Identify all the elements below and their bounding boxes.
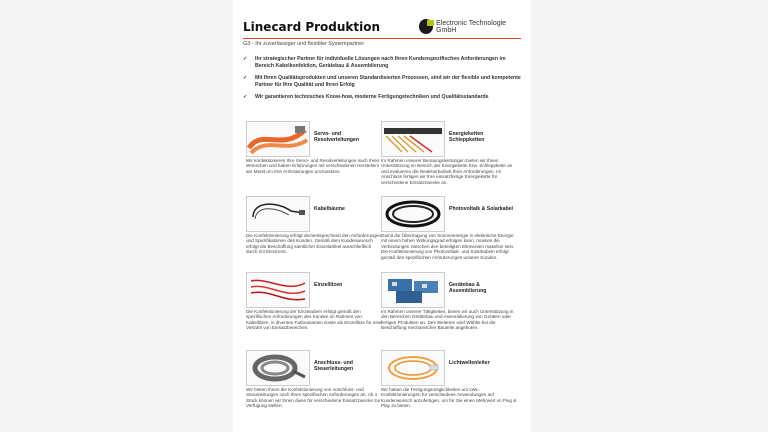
page-title: Linecard Produktion <box>243 20 381 34</box>
company-logo <box>419 19 523 34</box>
bullet-list <box>243 56 523 107</box>
company-name: Electronic Technologie GmbH <box>436 19 507 34</box>
check-icon: ✓ <box>243 94 248 100</box>
orange-cable-image <box>246 121 310 157</box>
drag-chain-image <box>381 121 445 157</box>
check-icon: ✓ <box>243 75 248 81</box>
red-wires-image <box>246 272 310 308</box>
circuit-boards-image <box>381 272 445 308</box>
header-divider <box>243 38 521 39</box>
bullet-item: ✓ Wir garantieren technisches Know-how, moderne Fertigungstechniken und Qualitätsstandards <box>243 94 489 100</box>
subtitle: G3 - Ihr zuverlässiger und flexibler Systempartner <box>243 41 365 47</box>
g3-logo-icon <box>419 19 433 34</box>
header <box>243 20 523 34</box>
cable-harness-image <box>246 196 310 232</box>
bullet-item: ✓ Mit Ihren Qualitätsprodukten und unseren Standardisierten Prozessen, sind wir der flexible und kompetente Partner für Ihre Qualität und Ihren Erfolg <box>243 75 521 88</box>
solar-cable-image <box>381 196 445 232</box>
grey-cable-image <box>246 350 310 386</box>
linecard-page: Linecard Produktion Electronic Technologie GmbH G3 - Ihr zuverlässiger und flexibler Systempartner ✓ Ihr strategischer Partner für individuelle Lösungen nach Ihren Kundenspezifischen Anforderungen im Bereich Kabelkonfektion, Gerätebau & Assemblierung ✓ Mit Ihren Qualitätsprodukten und unseren Standardisierten Prozessen, sind wir der flexible und kompetente Partner für Ihre Qualität und Ihren Erfolg ✓ Wir garantieren technisches Know-how, moderne Fertigungstechniken und Qualitätsstandards Servo- und Resolverleitungen Wir konfektionieren Ihre Servo- und Resolverleitungen nach Ihren Wünschen und haben Erfahrungen mit verschiedenen Herstellern am Markt um Ihre Anforderungen umzusetzen. Energieketten Schleppketten Im Rahmen unserer Beratungsleistungen bieten wir Ihnen Unterstützung im Bereich der Energiekette bzw. Schleppkette an und evaluieren die Realisierbarkeit Ihrer Anforderungen. Im Anschluss fertigen wir Ihre einsatzfertige Energiekette für verschiedene Einsatzzwecke an. Kabelbäume Die Konfektionierung erfolgt dementsprechend den Anforderungen und Spezifikationen des Kunden. Gemäß dem Kundenwunsch erfolgt die Beschaffung sämtlicher Einzelartikel ausschließlich durch G3 Electronic. Photovoltaik & Solarkabel Damit die Übertragung von Sonnenenergie in elektrische Energie mit einem hohen Wirkungsgrad erfolgen kann, müssen die Verbindungen zwischen den beteiligten Elementen makellos sein. Die Konfektionierung von Photovoltaik- und Solarkabeln erfolgt gemäß den spezifischen Anforderungen unserer Kunden. Einzellitzen Die Konfektionierung der Einzeladern erfolgt gemäß den spezifischen Anforderungen des Kunden im Rahmen von Kabellitzen, in diversen Farbvarianten sowie als Einzellitze für eine Vielzahl von Einsatzbereichen. Gerätebau & Assemblierung Im Rahmen unserer Tätigkeiten, bieten wir auch Unterstützung in den Bereichen Gerätebau und Assemblierung von Geräten oder fertigen Produkten an. Des Weiteren wird Wählte bei der Beschaffung mechanischer Bauteile angeboten. Anschluss- und Steuerleitungen Wir bieten Ihnen die Konfektionierung von Anschluss- und Steuerleitungen nach Ihren spezifischen Anforderungen an. Ab 1 Stück können wir Ihnen diese für verschiedene Einsatzzwecke zur Verfügung stellen. Lichtwellenleiter Wir haben die Fertigungsmöglichkeiten um LWL-Konfektionierungen für verschiedene Anwendungen auf Kundenwunsch anzufertigen, um für Sie einen Mehrwert im Plug & Play zu bieten. <box>233 0 531 432</box>
bullet-item: ✓ Ihr strategischer Partner für individuelle Lösungen nach Ihren Kundenspezifischen Anforderungen im Bereich Kabelkonfektion, Gerätebau & Assemblierung <box>243 56 506 69</box>
fiber-optic-image <box>381 350 445 386</box>
check-icon: ✓ <box>243 56 248 62</box>
